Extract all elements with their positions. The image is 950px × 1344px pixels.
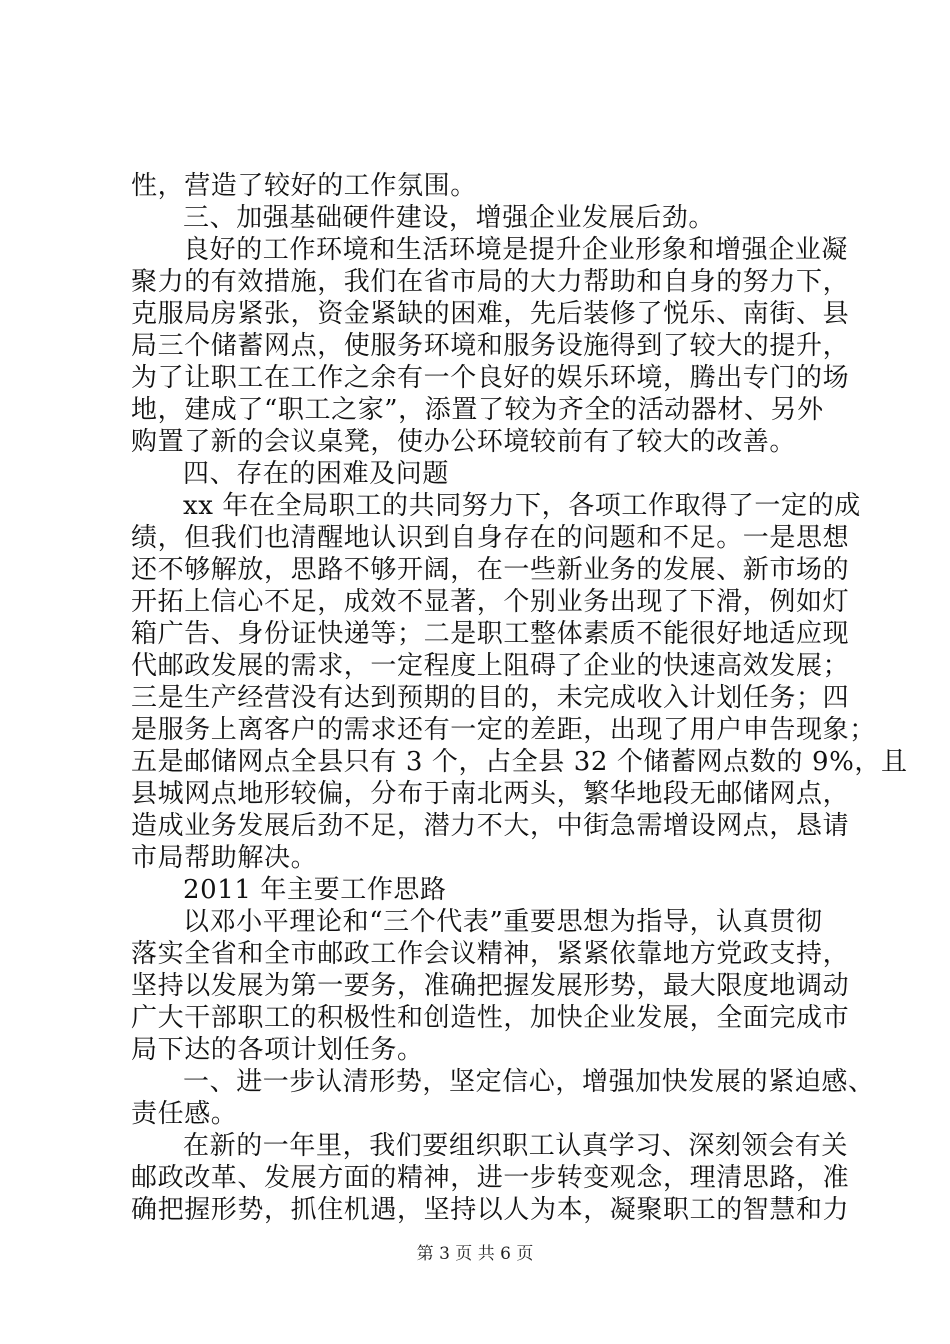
- text-line: 为了让职工在工作之余有一个良好的娱乐环境，腾出专门的场: [131, 363, 850, 393]
- text-line: 以邓小平理论和“三个代表”重要思想为指导，认真贯彻: [183, 907, 823, 937]
- section-heading: 三、加强基础硬件建设，增强企业发展后劲。: [183, 203, 716, 233]
- text-line: 确把握形势，抓住机遇，坚持以人为本，凝聚职工的智慧和力: [131, 1195, 850, 1225]
- section-heading: 四、存在的困难及问题: [183, 459, 450, 489]
- text-line: 市局帮助解决。: [131, 843, 318, 873]
- text-line: 在新的一年里，我们要组织职工认真学习、深刻领会有关: [183, 1131, 849, 1161]
- text-line: 开拓上信心不足，成效不显著，个别业务出现了下滑，例如灯: [131, 587, 850, 617]
- text-line: 邮政改革、发展方面的精神，进一步转变观念，理清思路，准: [131, 1163, 850, 1193]
- text-line: 三是生产经营没有达到预期的目的，未完成收入计划任务；四: [131, 683, 850, 713]
- text-line: 五是邮储网点全县只有 3 个，占全县 32 个储蓄网点数的 9%，且: [131, 747, 908, 777]
- text-line: 性，营造了较好的工作氛围。: [131, 171, 477, 201]
- text-line: 责任感。: [131, 1099, 238, 1129]
- section-heading: 一、进一步认清形势，坚定信心，增强加快发展的紧迫感、: [183, 1067, 875, 1097]
- text-line: 地，建成了“职工之家”，添置了较为齐全的活动器材、另外: [131, 395, 824, 425]
- text-line: 是服务上离客户的需求还有一定的差距，出现了用户申告现象；: [131, 715, 876, 745]
- text-line: 箱广告、身份证快递等；二是职工整体素质不能很好地适应现: [131, 619, 850, 649]
- page-number-footer: 第 3 页 共 6 页: [416, 1244, 534, 1264]
- text-line: 造成业务发展后劲不足，潜力不大，中街急需增设网点，恳请: [131, 811, 850, 841]
- text-line: 坚持以发展为第一要务，准确把握发展形势，最大限度地调动: [131, 971, 850, 1001]
- text-line: 广大干部职工的积极性和创造性，加快企业发展，全面完成市: [131, 1003, 850, 1033]
- text-line: 县城网点地形较偏，分布于南北两头，繁华地段无邮储网点，: [131, 779, 850, 809]
- text-line: xx 年在全局职工的共同努力下，各项工作取得了一定的成: [183, 491, 861, 521]
- text-line: 局三个储蓄网点，使服务环境和服务设施得到了较大的提升，: [131, 331, 850, 361]
- section-heading: 2011 年主要工作思路: [183, 875, 447, 905]
- text-line: 局下达的各项计划任务。: [131, 1035, 424, 1065]
- text-line: 还不够解放，思路不够开阔，在一些新业务的发展、新市场的: [131, 555, 850, 585]
- text-line: 落实全省和全市邮政工作会议精神，紧紧依靠地方党政支持，: [131, 939, 850, 969]
- text-line: 代邮政发展的需求，一定程度上阻碍了企业的快速高效发展；: [131, 651, 850, 681]
- text-line: 良好的工作环境和生活环境是提升企业形象和增强企业凝: [183, 235, 849, 265]
- text-line: 绩，但我们也清醒地认识到自身存在的问题和不足。一是思想: [131, 523, 850, 553]
- text-line: 购置了新的会议桌凳，使办公环境较前有了较大的改善。: [131, 427, 797, 457]
- text-line: 克服局房紧张，资金紧缺的困难，先后装修了悦乐、南街、县: [131, 299, 850, 329]
- text-line: 聚力的有效措施，我们在省市局的大力帮助和自身的努力下，: [131, 267, 850, 297]
- document-body: [131, 170, 908, 1226]
